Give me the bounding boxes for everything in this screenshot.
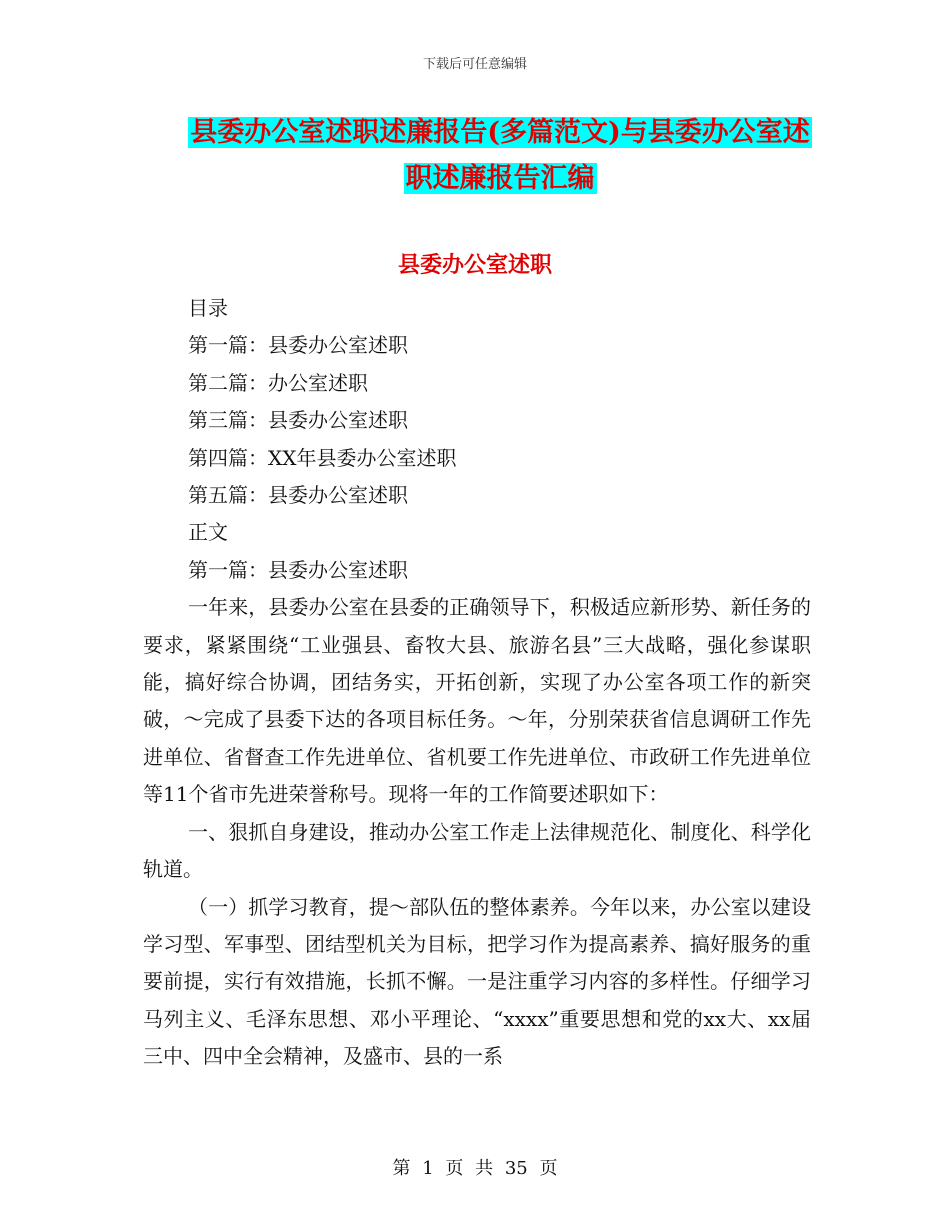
toc-item: 第三篇：县委办公室述职 — [188, 408, 408, 433]
toc-heading: 目录 — [188, 296, 228, 320]
header-note: 下载后可任意编辑 — [422, 57, 527, 72]
toc-item: 第二篇：办公室述职 — [188, 370, 368, 395]
toc-item: 第五篇：县委办公室述职 — [188, 483, 408, 508]
page-footer: 第 1 页 共 35 页 — [392, 1158, 558, 1179]
paragraph: （一）抓学习教育，提～部队伍的整体素养。今年以来，办公室以建设学习型、军事型、团结型机关为目标，把学习作为提高素养、搞好服务的重要前提，实行有效措施，长抓不懈。一是注重学习内容的多样性。仔细学习马列主义、毛泽东思想、邓小平理论、“xxxx”重要思想和党的xx大、xx届三中、四中全会精神，及盛市、县的一系 — [143, 894, 811, 1069]
chapter-title: 第一篇：县委办公室述职 — [188, 557, 408, 582]
title-line-1: 县委办公室述职述廉报告(多篇范文)与县委办公室述 — [190, 117, 810, 148]
toc-item: 第四篇：XX年县委办公室述职 — [188, 445, 457, 470]
toc-item: 第一篇：县委办公室述职 — [188, 333, 408, 358]
document-body — [143, 290, 811, 1076]
paragraph: 一年来，县委办公室在县委的正确领导下，积极适应新形势、新任务的要求，紧紧围绕“工业强县、畜牧大县、旅游名县”三大战略，强化参谋职能，搞好综合协调，团结务实，开拓创新，实现了办公室各项工作的新突破，～完成了县委下达的各项目标任务。～年，分别荣获省信息调研工作先进单位、省督查工作先进单位、省机要工作先进单位、市政研工作先进单位等11个省市先进荣誉称号。现将一年的工作简要述职如下： — [143, 595, 811, 807]
document-title — [140, 110, 860, 202]
body-heading: 正文 — [188, 520, 228, 545]
section-title: 县委办公室述职 — [397, 252, 552, 278]
title-line-2: 职述廉报告汇编 — [405, 163, 595, 194]
paragraph: 一、狠抓自身建设，推动办公室工作走上法律规范化、制度化、科学化轨道。 — [143, 819, 811, 882]
